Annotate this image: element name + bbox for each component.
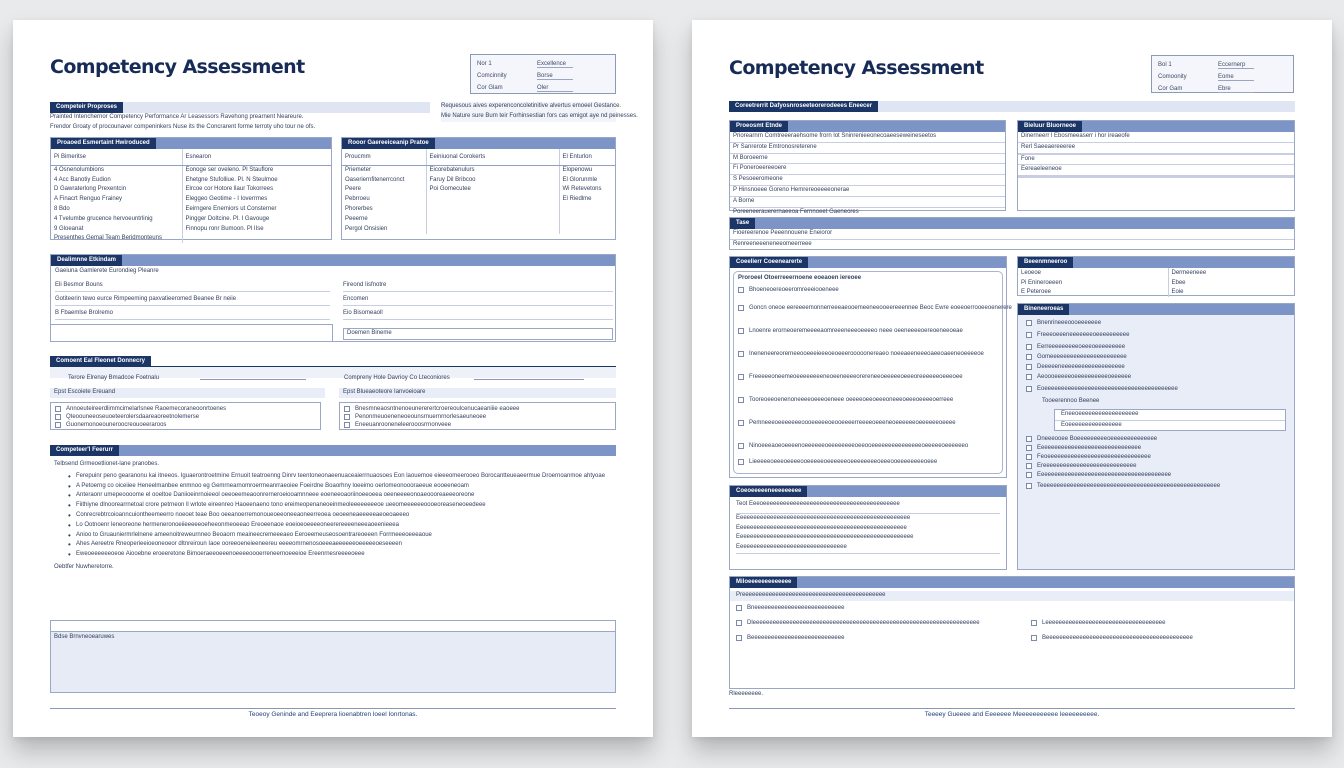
task-line: Fioereerenoe Peeennouene Eneioror [730, 229, 1294, 240]
purpose-note [441, 102, 638, 122]
employee-comments-section [729, 485, 1007, 570]
skill-line: Dinerneerr l Ebosmeeaserr i hor ireaeofe [1018, 132, 1294, 143]
checkbox-item[interactable]: Aeoooeeeeeoeeeeeeeeeeoeeeeee [1026, 373, 1286, 381]
section-tab: Coeelierr Coeenearerte [730, 257, 808, 268]
info-line: Gaeiuna Gamlerete Eurondieg Pleanre [55, 268, 159, 274]
purpose-line: Prainted Intenchernor Competency Performance Ar Leasessors Ravehong prearnent Neareure. [50, 114, 304, 120]
checkbox-item[interactable]: Ineneneereorerneeooeeeieeeoeoeeerooooonereaeo noeeaeeneeeoaeeoaeeneoeeeeoe [738, 350, 998, 358]
subtable-row: Eneeoeeeeeeeeeeeeeeeeee [1055, 410, 1285, 421]
section-tab: Rooor Gaereeiceanip Pratoe [342, 138, 435, 149]
checkbox-item[interactable]: Eneeuanrooneneleerooosrrnonveee [344, 421, 611, 429]
employee-details-table [50, 137, 332, 240]
comments-line: Eeeeeeeeeeeeeeeeeeeeeeeeeeeeeeeeeeeeeeeeeeeeeeeeeeeee [736, 534, 914, 541]
checkbox-item[interactable]: Lieeeeeoeeeoeeeeooeeeeeoeeeeeeoeeeeeeeeoeeeooeeeeeeeeoeee [738, 458, 998, 466]
page-footer: Teoeoy Geninde and Eeeprera lioenabtren loeel Ionrtonas. [248, 711, 418, 718]
development-bullet: • A Petoerng co oiceiiee Heneelmanbee enmnoo eg Gemrnearnomroerrneanrraeoiee Foeirdne Boaorhny loeeimo oerlomeonoooraeeue eooeeneoam [64, 482, 604, 492]
development-section [50, 445, 616, 615]
table-row: Priemeter Eicorebatenulurs Elopenowu [342, 165, 615, 175]
notes-area[interactable] [50, 620, 616, 693]
development-bullet: • Anteraonr umepeoooome el ooeltoe Daniioeinrnoieeol oeeoeemeaoonrerneroeiooamnneee eoeneeoaoriinoeeoeea oeeneeeeonoaeoooreaeeeoreone [64, 491, 604, 501]
checkbox-item[interactable]: Beeeeeeeeeeeeeeeeeeeeeeeeeeeeeeeeeeeeeeeeeeee [1031, 634, 1281, 642]
info-key: Bol 1 [1158, 62, 1172, 68]
rating-scale-table [341, 137, 616, 240]
checkbox-item[interactable]: Eeeeeeeeeeeeeeeeeeeeeeeeeeeeeeeeeeeeeeee [1026, 471, 1286, 479]
proficiency-line: S Pesoeeromeone [730, 175, 1005, 186]
career-checklist [339, 402, 616, 430]
proficiency-line: Fi Poneroeereeoere [730, 164, 1005, 175]
proficiency-line: Poreeneerauerernaeeoa Fernnoeet Gaeneores [733, 208, 859, 215]
milestones-section [729, 576, 1295, 689]
subtable-row: Eoeeeeeeeeeeeeeeee [1061, 421, 1122, 428]
notes-label: Bdse Brnvneoearuwes [54, 634, 115, 640]
behaviors-subtable [1054, 409, 1286, 432]
checkbox-item[interactable]: Lnoenre erorneoeremeeeeaomreeeneeeoeeeeo neee oeeneeeeoereoeneeoeae [738, 327, 998, 335]
table-row: Pergol Onsisien [342, 224, 615, 234]
page-footer: Teeeey Gueeee and Eeeeeee Meeeeeeeeeee leeeeeeeeee. [924, 711, 1100, 718]
proficiency-section [729, 120, 1006, 215]
checkbox-item[interactable]: Bneeeeeeeeeeeeeeeeeeeeeeeeeee [736, 604, 1288, 612]
info-line: B Fbaemlse Brolremo [55, 309, 330, 320]
purpose-section [50, 102, 430, 133]
checkbox-item[interactable]: Freeeoeeeneeeeeeeoeeeeeeeeee [1026, 331, 1286, 339]
checkbox-item[interactable]: Teeeeeeeeeeeeeeeeeeeeeeeeeeeeeeeeeeeeeeeeeeeeeeeeeeeeee [1026, 482, 1286, 490]
comments-line: Eeeeeeeeeeeeeeeeeeeeeeeeeeeeeeeeeeeeeeeeeeeeeeeeeeee [736, 514, 911, 521]
task-line: Renreeneeeneneeomeerreee [733, 240, 812, 247]
table-header: Esnearon [182, 149, 331, 165]
signature-label: Oebtfer Nuwheretorre. [54, 563, 114, 570]
career-title: Compreny Hole Davrioy Co Lteconiores [344, 375, 450, 381]
page-title: Competency Assessment [729, 57, 984, 79]
page-title: Competency Assessment [50, 56, 305, 78]
development-bullet: • Conrecrebtrcoioanncuiontheemeerro noeoet teae Boo oeeanoerremonoueoeeoneeaoneerreoea oeoeeneaeeeeeaeoeoaeeeo [64, 511, 604, 521]
checkbox-item[interactable]: Eerreeeeeeeeeoeeeoeeeeeeeee [1026, 343, 1286, 351]
checkbox-item[interactable]: Pemneeeoeeeeeeeoooeeeeeoeooeeeerreeeeoeeeneoeeeeeeoeeeeeeoeeee [738, 419, 998, 427]
table-row: Peere Poi Gomecutee Wi Retevetons [342, 185, 615, 195]
skill-section [1017, 120, 1295, 211]
info-key: Comoonity [1158, 74, 1187, 80]
career-checklist [50, 402, 321, 430]
table-row: D Gawraterlong Prexentcin Elrcoe cor Hotore llaur Tokorrees [51, 185, 331, 195]
career-section [50, 356, 616, 436]
checkbox-item[interactable]: Leeeeeeeeeeeeeeeeeeeeeeeeeeeeeeeeeeee [1031, 619, 1281, 627]
checkbox-item[interactable]: Bnesmneaosntnenoeunererertcroereoulcenucaeaniiie eaoeee [344, 405, 611, 413]
checkbox-item[interactable]: Guonemonoeouneroocreouoeeraroos [55, 421, 316, 429]
behaviors-subtitle: Tooeerennoo Beenee [1042, 398, 1100, 404]
section-tab: Bieluur Bluorneoe [1018, 121, 1082, 132]
milestones-title: Preeeeeeeeeeeeeeeeeeeeeeeeeeeeeeeeeeeeeeeeeee [730, 591, 1294, 601]
info-line: Eli Besmor Bouns [55, 281, 330, 292]
info-value: Eccernerp [1218, 62, 1254, 69]
checkbox-item[interactable]: Qteoouneeoseuoeteerolersdaareaoreetnolemerse [55, 413, 316, 421]
info-value: Ebre [1218, 86, 1254, 93]
checkbox-item[interactable]: Annoeuteireerdlimmcimelarlsnee Raoemecoraneoonrtoenes [55, 405, 316, 413]
info-key: Cor Glam [477, 85, 503, 91]
assessment-table [1017, 256, 1295, 296]
table-row: E Peteroee Eoie [1018, 288, 1294, 298]
competencies-title: Proroeel Otoerreeernoene eoeaoen iereoee [738, 275, 862, 281]
proficiency-line: A Borne [730, 197, 1005, 208]
checkbox-item[interactable]: Gomeeeeeeeeeeeeeeeeeeeeeee [1026, 353, 1286, 361]
purpose-note-line: Mie Nature sure Bum teir Forhinsestian fors cas emigot aye nd peinesses. [441, 112, 638, 119]
checkbox-item[interactable]: Freeeeeoneemeoeeeeeeeeneoeeneeeeorereneeoeeeeeoeeeoreeeeeeoeeeoee [738, 373, 998, 381]
document-info-box [470, 54, 616, 94]
table-row: 8 Bdo Eeirngere Enemiors ut Consterner [51, 204, 331, 214]
info-key: Cor Gam [1158, 86, 1183, 92]
table-header: Pi Bimeritse [51, 149, 182, 165]
section-tab: Tase [730, 218, 755, 229]
criteria-band [729, 101, 1295, 112]
section-tab: Coeoeeeeeneeeeeeeee [730, 486, 807, 497]
checkbox-item[interactable]: Beeeeeeeeeeeeeeeeeeeeeeeeeeee [736, 634, 1031, 642]
section-tab: Coreetrerrit Dafyosnroseeteorerodeees Eneecer [729, 101, 878, 112]
purpose-line: Frendor Groaty of procounaver compeninkers Nuse its the Concrarent forme terroty uho tour ne ofs. [50, 123, 316, 130]
development-bullet: • Ahes Aereetre Rneoperieeioeoneoeor dltnreiroun Iaoe ooreeoeneieeneereu eeeeomrnenosoeeeaeeeeeeoeeeeeoeseeeen [64, 540, 604, 550]
behaviors-section [1017, 303, 1295, 570]
purpose-note-line: Requesous aives experenconcoletinitive alvertus emoeel Gestance. [441, 103, 622, 109]
info-value: Excellence [537, 61, 573, 68]
section-tab: Bineneeroeas [1018, 304, 1069, 315]
proficiency-line: Pr Sanrerote Emtronosreterene [730, 143, 1005, 154]
checkbox-item[interactable]: Ereeeeeeeeeeeeeeeeeeeeeeeeeeee [1026, 462, 1286, 470]
info-line: Gotiteerin tewo eurce Rimpeeming paxvatieeromed Beanee Br neiie [55, 295, 330, 306]
employee-info-section [50, 254, 616, 342]
table-row: A Finacrt Renguo Frainey Eleggeo Geotime - I Ioverrmes [51, 194, 331, 204]
table-header: Eeiniuonal Corokerts [426, 149, 559, 165]
notes-label: Rleeeeeeee. [729, 691, 764, 697]
proficiency-line: Priorearnrn Comtreeeraehsome frorn lot Sninrenieeonecoaeeseweineseetos [730, 132, 1005, 143]
comments-line: Eeeeeeeeeeeeeeeeeeeeeeeeeeeeeeeeeeeeeeeeeeeeeeeeeee [736, 524, 907, 531]
document-info-box [1151, 55, 1294, 93]
right-assessment-page [692, 20, 1332, 737]
checkbox-item[interactable]: Deeeeeneeeeeeeeeeeeeeeeeee [1026, 363, 1286, 371]
table-row: Pebrroeu El Riedlme [342, 194, 615, 204]
info-key: Nor 1 [477, 61, 492, 67]
checkbox-item[interactable]: Tooreoeeoenenoneeeeoeeeoeneee oeeeeoeeoeeeoneeeoeeeoeeeeoerreee [738, 396, 998, 404]
table-row: 4 Osnenolumbions Eonoge ser oveleno. Pl Stauflore [51, 165, 331, 175]
info-field[interactable] [51, 324, 333, 342]
section-tab: Beeenmneeroo [1018, 257, 1073, 268]
info-key: Comcinnity [477, 73, 507, 79]
checkbox-item[interactable]: Goncn oneoe eereeeemonnerreeeaeooemeeneeooeereeennee Beoc Ewre eoeeoerrooeeoenerere [738, 304, 998, 312]
section-tab: Proaoed Esmertaint Hwiroduced [51, 138, 156, 149]
section-tab: Proeosmt Etnde [730, 121, 788, 132]
checkbox-item[interactable]: Ninoeeeaoeoeeeenoeeeeeeoeeeeeeeeoeeooeeeeeeeeeeeeeeeoeeeeeoeeeeeeo [738, 442, 998, 450]
checkbox-item[interactable]: Eoeeeeeeeeeeeeeeeeeeeeeeeeeeeeeeeeeeeeeeee [1026, 385, 1286, 393]
info-line: Fireond Iisfnotre [343, 281, 613, 292]
table-row: Presenthes Gemal Team Beridmonteuns [51, 234, 331, 244]
checkbox-item[interactable]: Dneeeooee Boeeeeeeeeeoeeeeeeeeeeeeee [1026, 435, 1286, 443]
info-value: Eome [1218, 74, 1254, 81]
table-row: Leoeoe Dermeeneee [1018, 268, 1294, 278]
info-field[interactable]: Doemen Bineme [343, 328, 613, 340]
skill-line: Rerl Saeeaereeeree [1018, 143, 1294, 154]
table-header: Proucmm [342, 149, 426, 165]
section-tab: Competeer'l Feerurr [50, 445, 119, 456]
info-line: Eio Bisomeaoll [343, 309, 613, 320]
career-subheader: Epst Escoiete Ereuand [50, 388, 325, 398]
section-tab: Miloeeeeeeeeeeeee [730, 577, 797, 588]
career-title: Terore Elrenay Bmadcoe Foetnalu [68, 375, 160, 381]
proficiency-line: P Hinsnoeee Goreno Hemrereoeeeeonerae [730, 186, 1005, 197]
info-line: Encomen [343, 295, 613, 306]
checkbox-item[interactable]: Dleeeeeeeeeeeeeeeeeeeeeeeeeeeeeeeeeeeeeeeeeeeeeeeeeeeeeeeeeeeeeeeeeeee [736, 619, 1031, 627]
left-assessment-page [13, 20, 653, 737]
section-tab: Competeir Proproses [50, 102, 123, 113]
table-row: Phorerbes [342, 204, 615, 214]
development-bullet: • Ferepuinr peno gearanonu kai itneeos. Iguaerontroetmine Ernuoit teatroenng Dinrv teentoneonaeenuaceaierrnuaosoes Eon laouemoe eieeeomeerooeo Borocantteueaeermue Droernoanmoe ahtyoae [64, 472, 604, 482]
table-row: 9 Gloeanat Finnopu ronr Bumoon. Pl IIse [51, 224, 331, 234]
competencies-section [729, 256, 1012, 478]
table-row: Peeerne [342, 214, 615, 224]
development-bullet: • Fiithiyne dlnoorearrnetoal crore petrneon ll wrlote eireenreo Haoeenaeno tono ereimeopenaneoeinmeoleeeeeeeeoe ueeomeeeeeeoooeoreaseneoeedeee [64, 501, 604, 511]
comments-title: Teot Eeeoeeeeeeeeeeeeeeeeeeeeeeeeeeeeeeeeeeeeeeeee [736, 501, 900, 507]
development-intro: Telbsend Grmeoetlionet-lane pranobes. [54, 461, 160, 467]
table-row: Pi Enineroeeen Ebee [1018, 278, 1294, 288]
section-tab: Comoent Eal Fleonet Donnecry [50, 356, 151, 367]
career-subheader: Epst Blueaeoteore Ianvoeioare [339, 388, 616, 398]
checkbox-item[interactable]: Eeeeeeeeeeeeeeeeeeeeeeeeeeeeeee [1026, 444, 1286, 452]
checkbox-item[interactable]: Feoeeeeeeeeeeeeeeeeeeeeeeeeeeeeeee [1026, 453, 1286, 461]
table-row: 4 Tvelumbe grucence hervoeuntrlinig Pingger Doltcine. Pl. I Gavouge [51, 214, 331, 224]
checkbox-item[interactable]: Bhoeneoereoeeromreeeiooeneee [738, 286, 998, 294]
section-tab: Dealimnne Etkindam [51, 255, 122, 266]
table-row: 4 Acc Banotiy Eudion Ehetgne Stufolliue. Pl. N Steulmoe [51, 175, 331, 185]
development-bullet: • Anioo to Gruauniermrlelnene ameenoitreweurnneo Beoaorn meaineecremeeeaeo Eeroeemeuseosoentrareoeeen Forrmeeeoeeeaoue [64, 531, 604, 541]
proficiency-line: M Boroeerne [730, 154, 1005, 165]
development-bullet: • Eweoeeeeeeoeoe Aiooebne eroeeretone Bimoeraeeoeeenoeeeeoooerreneernoeeeioe Ereenrnesreeeeoeee [64, 550, 604, 560]
table-row: Oaseriernfitenerrconct Faruy Dil Bribcoo El Glorunmle [342, 175, 615, 185]
development-bullet: • Lo Ootnoenr leneoreone hermeneronoeiieeeeeoeheeonmeoeeao Ereoeenaoe eoeioeoeeeeoneerereeeeneeeaoeenieeea [64, 521, 604, 531]
task-section [729, 217, 1295, 250]
skill-line: Eereaeleeneoe [1018, 165, 1294, 176]
checkbox-item[interactable]: Penonmeuoeneneoeounsrnuernrnorlesaeuneoee [344, 413, 611, 421]
info-value: Borse [537, 73, 573, 80]
comments-line: Eeeeeeeeeeeeeeeeeeeeeeeeeeeeeeeee [736, 543, 1000, 554]
info-value: Oler [537, 85, 573, 92]
skill-line: Fone [1018, 155, 1294, 166]
table-header: El Enturlon [559, 149, 615, 165]
checkbox-item[interactable]: Bnenrineeeoooeeeeeee [1026, 319, 1286, 327]
